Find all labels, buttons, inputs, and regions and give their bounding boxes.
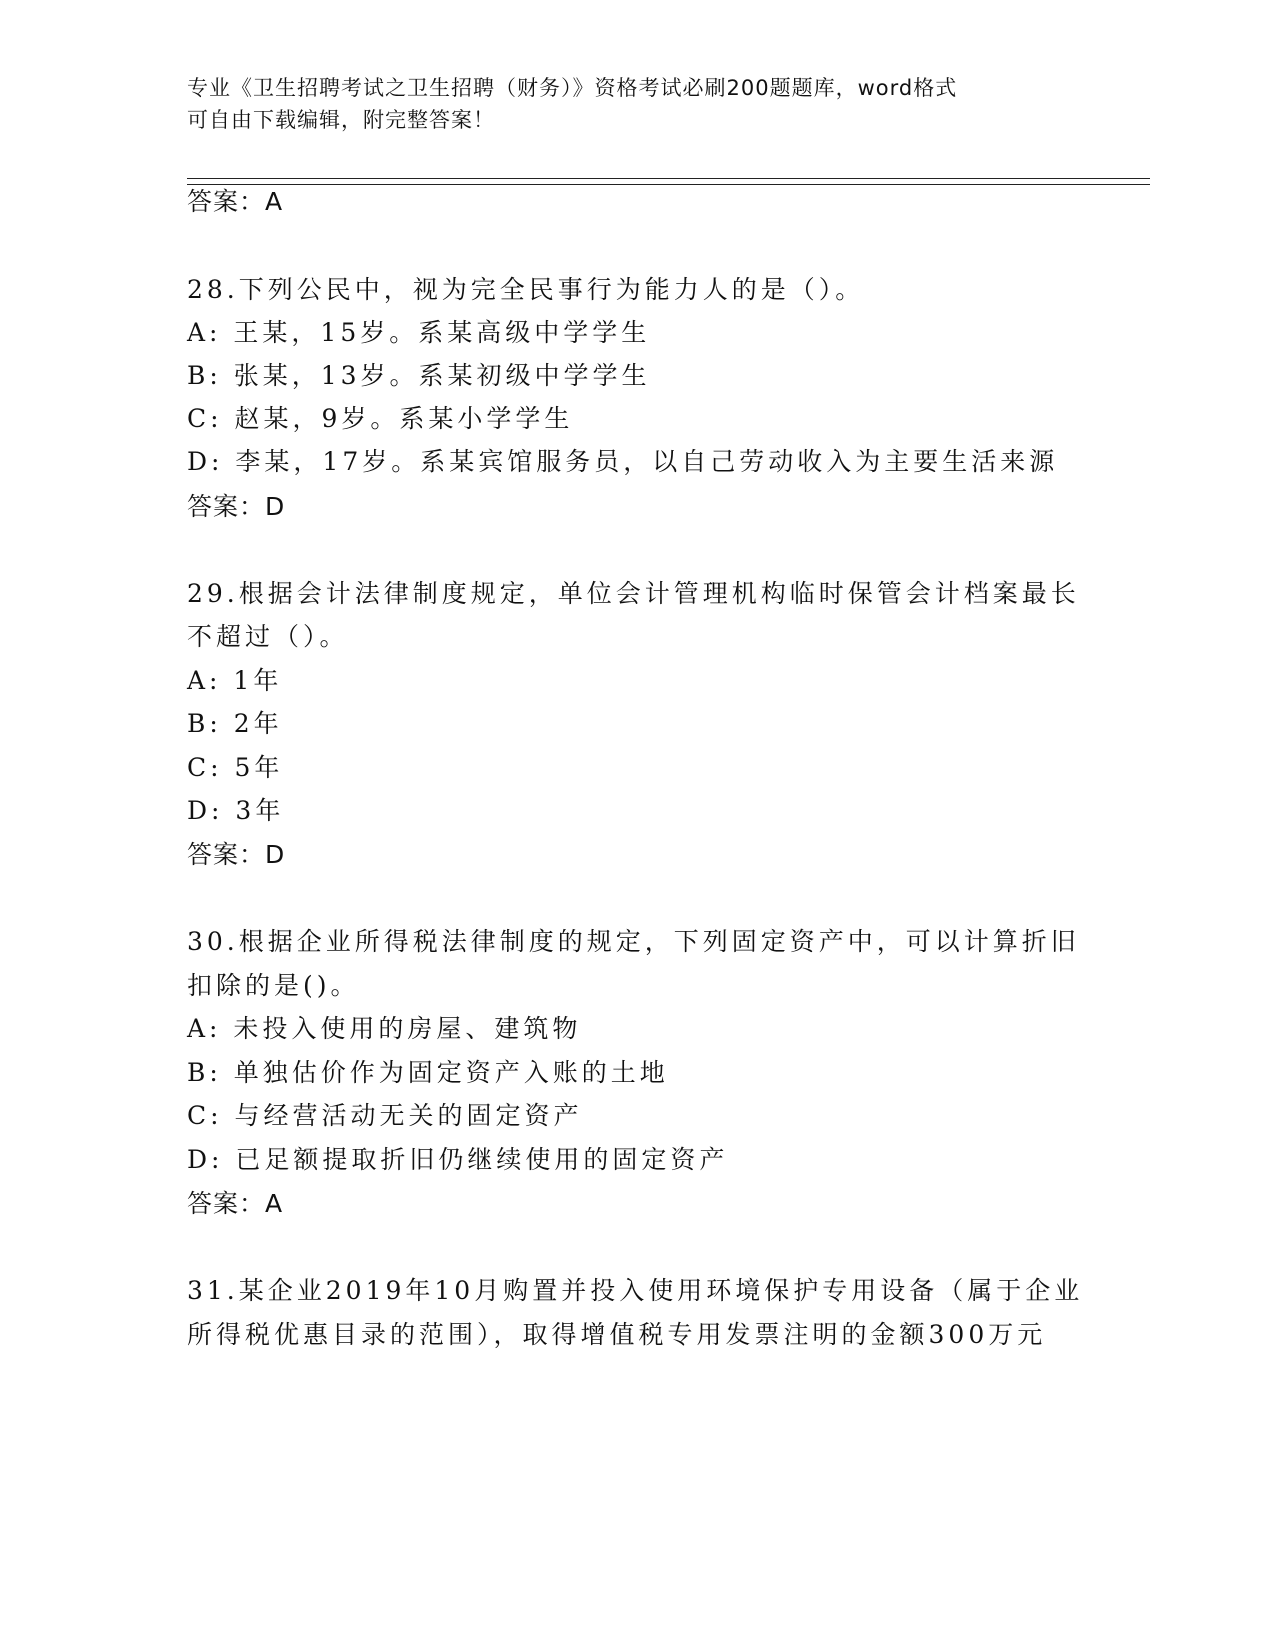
question-29-text-line-1: 29.根据会计法律制度规定，单位会计管理机构临时保管会计档案最长	[187, 579, 1080, 608]
question-30-option-d: D: 已足额提取折旧仍继续使用的固定资产	[187, 1145, 729, 1174]
question-28-option-a: A: 王某，15岁。系某高级中学学生	[187, 318, 651, 347]
header-divider-bottom	[187, 184, 1150, 185]
question-28-answer: 答案：D	[187, 492, 286, 521]
question-30-option-b: B: 单独估价作为固定资产入账的土地	[187, 1058, 669, 1087]
question-30-text-line-1: 30.根据企业所得税法律制度的规定，下列固定资产中，可以计算折旧	[187, 927, 1080, 956]
answer-prev: 答案：A	[187, 187, 284, 216]
question-29-option-c: C: 5年	[187, 753, 284, 782]
header-line-2: 可自由下载编辑，附完整答案！	[187, 108, 495, 132]
question-28-option-b: B: 张某，13岁。系某初级中学学生	[187, 361, 651, 390]
header-line-1: 专业《卫生招聘考试之卫生招聘（财务）》资格考试必刷200题题库，word格式	[187, 76, 958, 100]
question-31-text-line-1: 31.某企业2019年10月购置并投入使用环境保护专用设备（属于企业	[187, 1276, 1084, 1305]
question-30-text-line-2: 扣除的是()。	[187, 971, 360, 1000]
question-28-text: 28.下列公民中，视为完全民事行为能力人的是（）。	[187, 275, 865, 304]
question-29-option-b: B: 2年	[187, 709, 283, 738]
question-29-answer: 答案：D	[187, 840, 286, 869]
question-30-option-c: C: 与经营活动无关的固定资产	[187, 1101, 583, 1130]
document-header	[187, 72, 1087, 136]
question-29-option-d: D: 3年	[187, 796, 285, 825]
question-31-text-line-2: 所得税优惠目录的范围），取得增值税专用发票注明的金额300万元	[187, 1320, 1047, 1349]
question-29-option-a: A: 1年	[187, 666, 283, 695]
header-divider-top	[187, 178, 1150, 179]
question-28-option-c: C: 赵某，9岁。系某小学学生	[187, 404, 574, 433]
question-30-option-a: A: 未投入使用的房屋、建筑物	[187, 1014, 582, 1043]
question-28-option-d: D: 李某，17岁。系某宾馆服务员，以自己劳动收入为主要生活来源	[187, 447, 1059, 476]
question-30-answer: 答案：A	[187, 1189, 284, 1218]
question-29-text-line-2: 不超过（）。	[187, 622, 349, 651]
